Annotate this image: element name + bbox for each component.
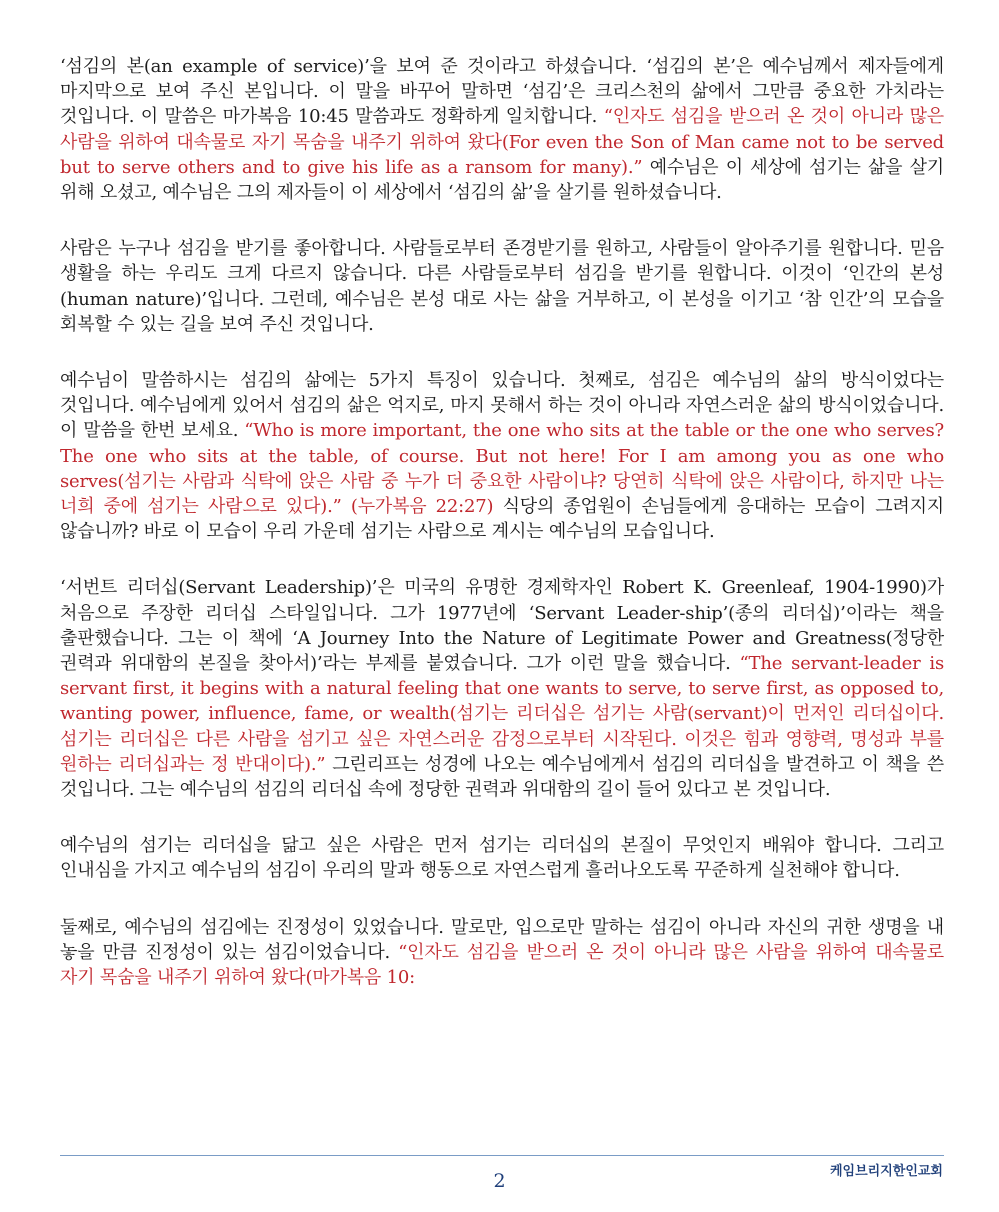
paragraph-text: 그린리프는 성경에 나오는 예수님에게서 섬김의 리더십을 발견하고 이 책을 쓴 것입니다. 그는 예수님의 섬김의 리더십 속에 정당한 권력과 위대함의 길이 들어 있다고 본 것입니다.: [60, 753, 944, 801]
paragraph: [60, 54, 944, 205]
paragraph-text: 예수님은 이 세상에 섬기는 삶을 살기 위해 오셨고, 예수님은 그의 제자들이 이 세상에서 ‘섬김의 삶’을 살기를 원하셨습니다.: [60, 156, 944, 204]
paragraph-text: 식당의 종업원이 손님들에게 응대하는 모습이 그려지지 않습니까? 바로 이 모습이 우리 가운데 섬기는 사람으로 계시는 예수님의 모습입니다.: [60, 496, 944, 543]
paragraph-text: ‘서번트 리더십(Servant Leadership)’은 미국의 유명한 경제학자인 Robert K. Greenleaf, 1904-1990)가 처음으로 주장한 리더십 스타일입니다. 그가 1977년에 ‘Servant Leader-ship’(종의 리더십)’이라는 책을 출판했습니다. 그는 이 책에 ‘A Journey Into the Nature of Legitimate Power and Greatness(정당한 권력과 위대함의 본질을 찾아서)’라는 부제를 붙였습니다. 그가 이런 말을 했습니다.: [60, 577, 944, 675]
quote: “The servant-leader is servant first, it begins with a natural feeling that one wants to serve, to serve first, as opposed to, wanting power, influence, fame, or wealth(섬기는 리더십은 섬기는 사람(servant)이 먼저인 리더십이다. 섬기는 리더십은 다른 사람을 섬기고 싶은 자연스러운 감정으로부터 시작된다. 이것은 힘과 영향력, 명성과 부를 원하는 리더십과는 정 반대이다).”: [60, 653, 944, 775]
document-body: [60, 54, 944, 1021]
paragraph: [60, 833, 944, 883]
paragraph: [60, 368, 944, 544]
page-number: 2: [493, 1170, 506, 1192]
church-name: 케임브리지한인교회: [829, 1164, 943, 1179]
paragraph-text: 둘째로, 예수님의 섬김에는 진정성이 있었습니다. 말로만, 입으로만 말하는 섬김이 아니라 자신의 귀한 생명을 내 놓을 만큼 진정성이 있는 섬김이었습니다.: [60, 916, 944, 963]
paragraph-text: ‘섬김의 본(an example of service)’을 보여 준 것이라고 하셨습니다. ‘섬김의 본’은 예수님께서 제자들에게 마지막으로 보여 주신 본입니다. 이 말을 바꾸어 말하면 ‘섬김’은 크리스천의 삶에서 그만큼 중요한 가치라는 것입니다. 이 말씀은 마가복음 10:45 말씀과도 정확하게 일치합니다.: [60, 56, 944, 128]
paragraph-text: 예수님의 섬기는 리더십을 닮고 싶은 사람은 먼저 섬기는 리더십의 본질이 무엇인지 배워야 합니다. 그리고 인내심을 가지고 예수님의 섬김이 우리의 말과 행동으로 자연스럽게 흘러나오도록 꾸준하게 실천해야 합니다.: [60, 835, 944, 882]
scripture-quote: “Who is more important, the one who sits at the table or the one who serves? The one who sits at the table, of course. But not here! For I am among you as one who serves(섬기는 사람과 식탁에 앉은 사람 중 누가 더 중요한 사람이냐? 당연히 식탁에 앉은 사람이다, 하지만 나는 너희 중에 섬기는 사람으로 있다).” (누가복음 22:27): [60, 420, 944, 518]
paragraph-text: 예수님이 말씀하시는 섬김의 삶에는 5가지 특징이 있습니다. 첫째로, 섬김은 예수님의 삶의 방식이었다는 것입니다. 예수님에게 있어서 섬김의 삶은 억지로, 마지 못해서 하는 것이 아니라 자연스러운 삶의 방식이었습니다. 이 말씀을 한번 보세요.: [60, 370, 944, 442]
paragraph: [60, 236, 944, 337]
footer-divider: [60, 1155, 944, 1156]
scripture-quote: “인자도 섬김을 받으러 온 것이 아니라 많은 사람을 위하여 대속물로 자기 목숨을 내주기 위하여 왔다(For even the Son of Man came not to be served but to serve others and to give his life as a ransom for many).”: [60, 106, 944, 178]
scripture-quote: “인자도 섬김을 받으러 온 것이 아니라 많은 사람을 위하여 대속물로 자기 목숨을 내주기 위하여 왔다(마가복음 10:: [60, 941, 944, 989]
paragraph: [60, 915, 944, 991]
paragraph: [60, 575, 944, 802]
paragraph-text: 사람은 누구나 섬김을 받기를 좋아합니다. 사람들로부터 존경받기를 원하고, 사람들이 알아주기를 원합니다. 믿음 생활을 하는 우리도 크게 다르지 않습니다. 다른 사람들로부터 섬김을 받기를 원합니다. 이것이 ‘인간의 본성(human nature)’입니다. 그런데, 예수님은 본성 대로 사는 삶을 거부하고, 이 본성을 이기고 ‘참 인간’의 모습을 회복할 수 있는 길을 보여 주신 것입니다.: [60, 238, 944, 335]
